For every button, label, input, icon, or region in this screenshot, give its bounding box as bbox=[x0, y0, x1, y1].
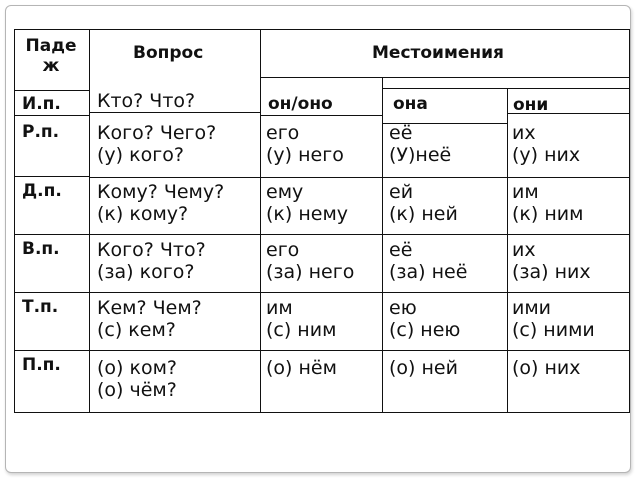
row-line-they-2 bbox=[508, 177, 630, 178]
he-instrumental: им (с) ним bbox=[266, 297, 337, 341]
table-border-top bbox=[14, 29, 630, 30]
col-line-question bbox=[260, 29, 261, 413]
she-genitive: её (У)неё bbox=[389, 122, 452, 166]
question-genitive: Кого? Чего? (у) кого? bbox=[97, 122, 217, 166]
they-dative: им (к) ним bbox=[512, 181, 584, 225]
he-genitive: его (у) него bbox=[266, 122, 344, 166]
table-border-left bbox=[14, 29, 15, 413]
row-line-case-1 bbox=[14, 90, 90, 91]
row-line-he-1 bbox=[261, 115, 383, 116]
case-dative: Д.п. bbox=[22, 181, 62, 201]
they-accusative: их (за) них bbox=[512, 239, 591, 283]
col-line-he bbox=[382, 77, 383, 413]
question-prepositional: (о) ком? (о) чём? bbox=[97, 357, 178, 401]
case-nominative: И.п. bbox=[22, 94, 61, 114]
question-dative: Кому? Чему? (к) кому? bbox=[97, 181, 225, 225]
col-line-case bbox=[89, 29, 90, 413]
header-she: она bbox=[393, 94, 428, 114]
question-instrumental: Кем? Чем? (с) кем? bbox=[97, 297, 202, 341]
he-dative: ему (к) нему bbox=[266, 181, 349, 225]
row-line-5 bbox=[14, 292, 630, 293]
she-instrumental: ею (с) нею bbox=[389, 297, 461, 341]
header-question: Вопрос bbox=[133, 43, 204, 63]
row-line-pronoun-header bbox=[261, 77, 630, 78]
row-line-question-2 bbox=[90, 177, 261, 178]
row-line-6 bbox=[14, 350, 630, 351]
row-line-case-2 bbox=[14, 115, 90, 116]
row-line-case-3 bbox=[14, 176, 90, 177]
they-instrumental: ими (с) ними bbox=[512, 297, 595, 341]
case-instrumental: Т.п. bbox=[22, 297, 59, 317]
row-line-question-1 bbox=[90, 112, 261, 113]
row-line-4 bbox=[14, 234, 630, 235]
header-pronouns: Местоимения bbox=[372, 43, 504, 63]
question-accusative: Кого? Что? (за) кого? bbox=[97, 239, 206, 283]
she-accusative: её (за) неё bbox=[389, 239, 468, 283]
they-prepositional: (о) них bbox=[512, 357, 581, 379]
she-dative: ей (к) ней bbox=[389, 181, 458, 225]
header-case: Паде ж bbox=[25, 36, 77, 76]
he-accusative: его (за) него bbox=[266, 239, 355, 283]
col-line-she bbox=[507, 88, 508, 413]
case-prepositional: П.п. bbox=[22, 355, 61, 375]
table-border-right bbox=[629, 29, 630, 413]
he-prepositional: (о) нём bbox=[266, 357, 337, 379]
header-he-it: он/оно bbox=[268, 94, 333, 114]
row-line-he-2 bbox=[261, 177, 383, 178]
table-border-bottom bbox=[14, 412, 630, 413]
header-they: они bbox=[513, 95, 549, 115]
they-genitive: их (у) них bbox=[512, 122, 581, 166]
question-nominative: Кто? Что? bbox=[97, 90, 196, 112]
she-prepositional: (о) ней bbox=[389, 357, 458, 379]
case-genitive: Р.п. bbox=[22, 122, 60, 142]
row-line-she-2 bbox=[383, 177, 508, 178]
row-line-she-header bbox=[383, 88, 630, 89]
case-accusative: В.п. bbox=[22, 239, 60, 259]
